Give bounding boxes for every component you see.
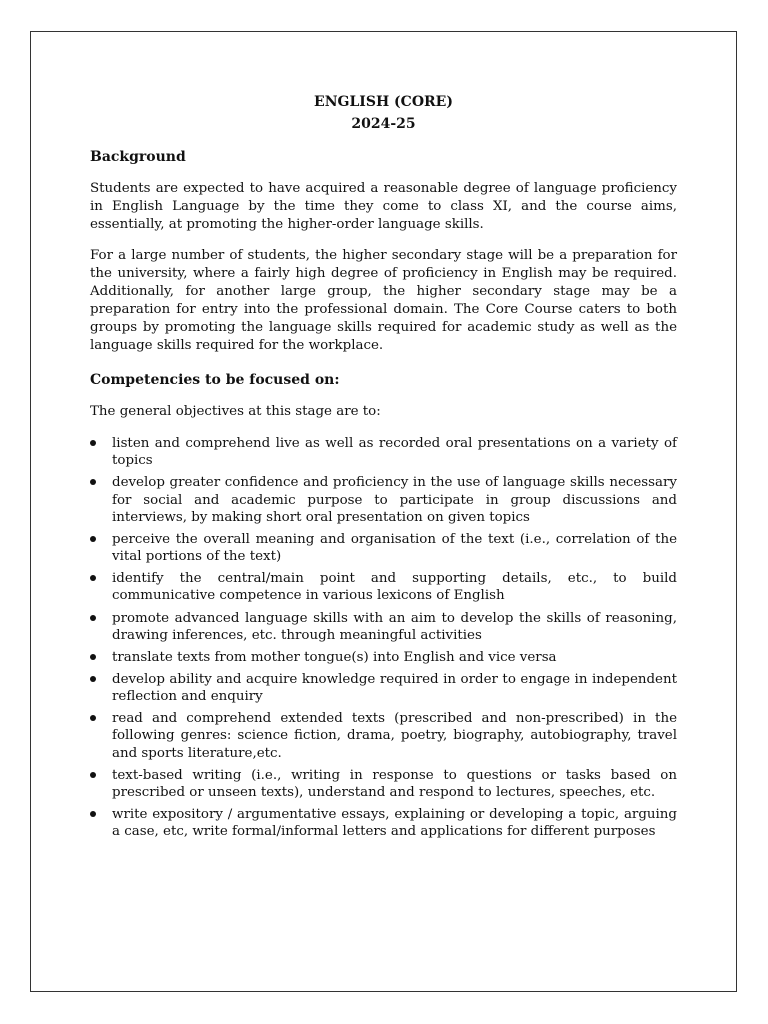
bullet-icon [90,654,96,660]
bullet-icon [90,676,96,682]
bullet-icon [90,575,96,581]
competencies-heading: Competencies to be focused on: [90,372,340,389]
bullet-icon [90,440,96,446]
list-item [90,570,677,604]
list-item-text: translate texts from mother tongue(s) into English and vice versa [112,649,557,665]
background-paragraph-1: Students are expected to have acquired a reasonable degree of language proficiency in English Language by the time they come to class XI, and the course aims, essentially, at promoting the higher-order language skills. [90,181,677,233]
list-item-text: promote advanced language skills with an aim to develop the skills of reasoning, drawing inferences, etc. through meaningful activities [112,610,677,643]
list-item [90,710,677,761]
document-year: 2024-25 [351,115,416,132]
bullet-icon [90,615,96,621]
list-item-text: text-based writing (i.e., writing in response to questions or tasks based on prescribed or unseen texts), understand and respond to lectures, speeches, etc. [112,767,677,800]
list-item-text: perceive the overall meaning and organisation of the text (i.e., correlation of the vital portions of the text) [112,531,677,565]
list-item [90,531,677,565]
background-paragraph-2: For a large number of students, the higher secondary stage will be a preparation for the university, where a fairly high degree of proficiency in English may be required. Additionally, for another large group, the higher secondary stage may be a preparation for entry into the professional domain. The Core Course caters to both groups by promoting the language skills required for academic study as well as the language skills required for the workplace. [90,247,677,354]
title-block [90,92,677,135]
list-item [90,767,677,801]
list-item-text: develop greater confidence and proficiency in the use of language skills necessary for social and academic purpose to participate in group discussions and interviews, by making short oral presentation on given topics [112,475,677,525]
list-item-text: develop ability and acquire knowledge required in order to engage in independent reflection and enquiry [112,671,677,705]
document-content [90,92,677,845]
list-item [90,806,677,840]
list-item-text: listen and comprehend live as well as recorded oral presentations on a variety of topics [112,436,677,469]
bullet-icon [90,715,96,721]
objectives-list [90,435,677,840]
bullet-icon [90,811,96,817]
list-item-text: read and comprehend extended texts (prescribed and non-prescribed) in the following genres: science fiction, drama, poetry, biography, autobiography, travel and sports literature,etc. [112,711,677,761]
list-item [90,474,677,525]
document-title: ENGLISH (CORE) [314,94,453,110]
bullet-icon [90,772,96,778]
list-item-text: write expository / argumentative essays, explaining or developing a topic, arguing a case, etc, write formal/informal letters and applications for different purposes [112,807,677,840]
list-item [90,671,677,705]
list-item [90,435,677,469]
list-item [90,649,677,666]
list-item [90,610,677,644]
competencies-intro: The general objectives at this stage are to: [90,404,381,419]
list-item-text: identify the central/main point and supporting details, etc., to build communicative competence in various lexicons of English [112,571,677,604]
bullet-icon [90,536,96,542]
bullet-icon [90,479,96,485]
background-heading: Background [90,149,186,166]
